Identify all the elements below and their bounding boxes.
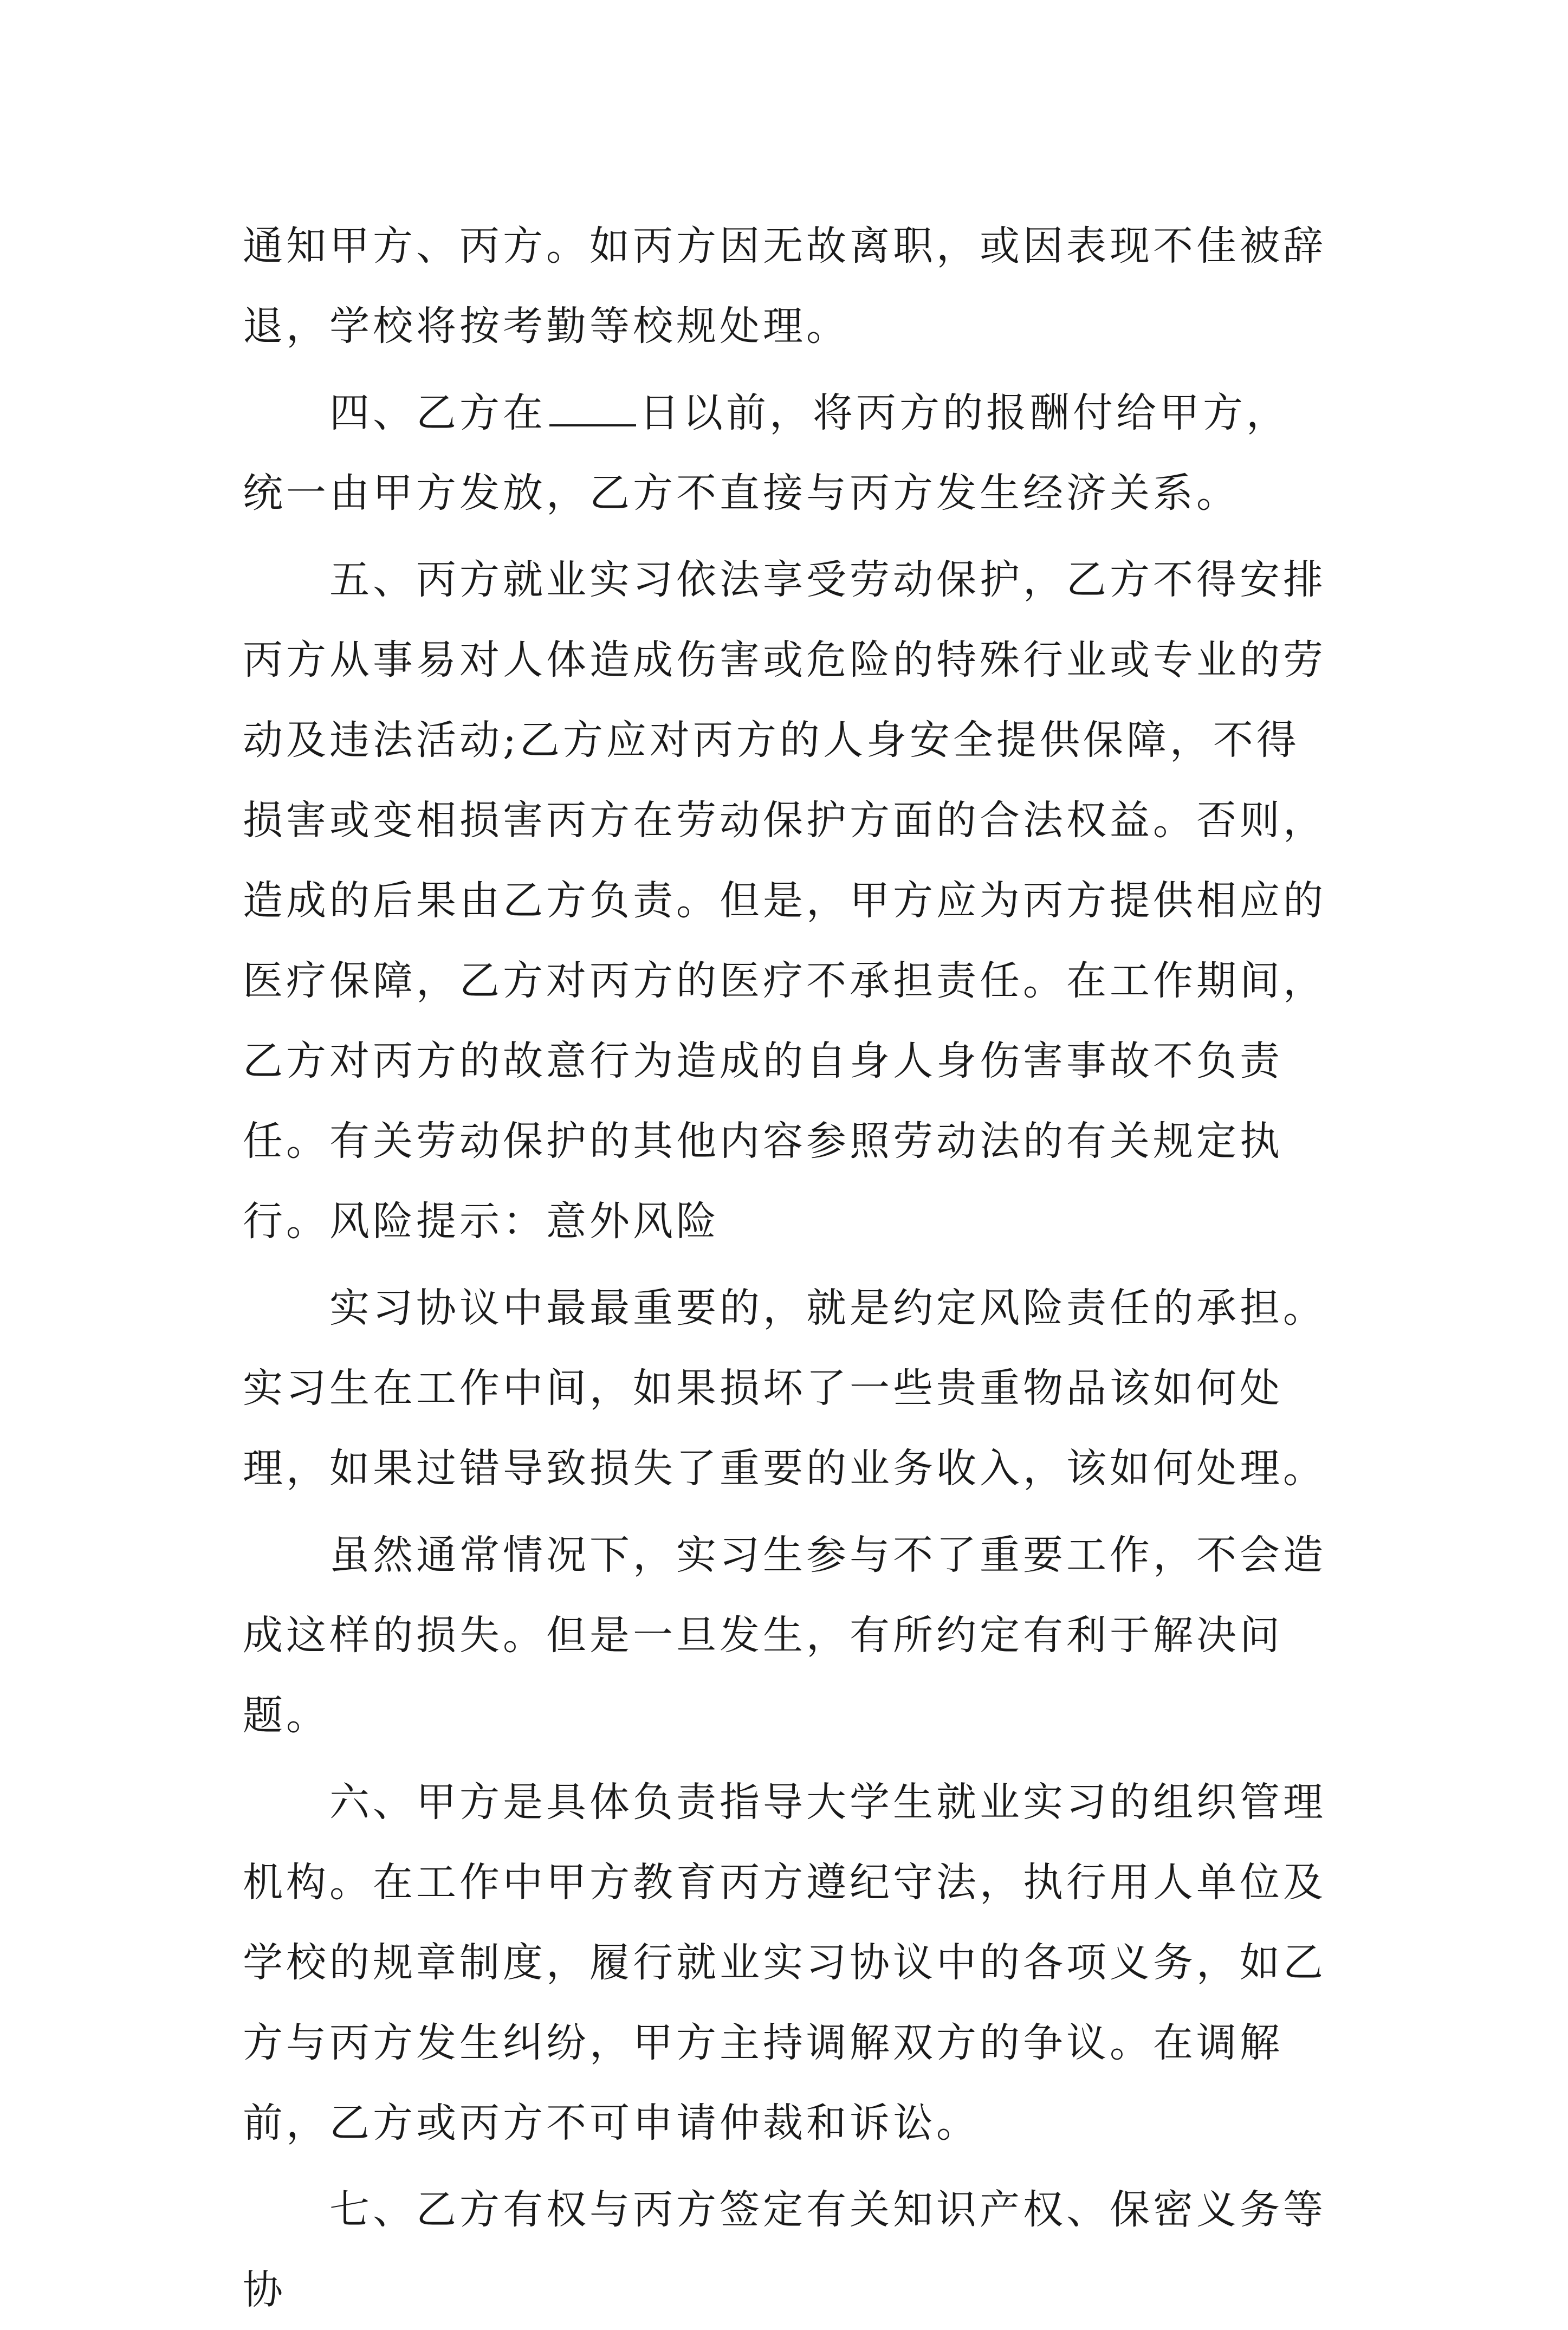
paragraph-clause-seven: 七、乙方有权与丙方签定有关知识产权、保密义务等协: [243, 2186, 1326, 2313]
paragraph-clause-four: [243, 373, 1332, 533]
paragraph-clause-six: 六、甲方是具体负责指导大学生就业实习的组织管理机构。在工作中甲方教育丙方遵纪守法，执行用人单位及学校的规章制度，履行就业实习协议中的各项义务，如乙方与丙方发生纠纷，甲方主持调解双方的争议。在调解前，乙方或丙方不可申请仲裁和诉讼。: [243, 1779, 1326, 2146]
clause-four-rest-text: 日以前，将丙方的报酬付给甲方，统一由甲方发放，乙方不直接与丙方发生经济关系。: [243, 390, 1290, 516]
paragraph-continuation: 通知甲方、丙方。如丙方因无故离职，或因表现不佳被辞退，学校将按考勤等校规处理。: [243, 223, 1326, 350]
clause-four-lead-text: 四、乙方在: [329, 390, 546, 436]
paragraph-risk-note-2: 虽然通常情况下，实习生参与不了重要工作，不会造成这样的损失。但是一旦发生，有所约定有利于解决问题。: [243, 1532, 1326, 1739]
paragraph-risk-note-1: 实习协议中最最重要的，就是约定风险责任的承担。实习生在工作中间，如果损坏了一些贵重物品该如何处理，如果过错导致损失了重要的业务收入，该如何处理。: [243, 1285, 1326, 1492]
paragraph-clause-five: 五、丙方就业实习依法享受劳动保护，乙方不得安排丙方从事易对人体造成伤害或危险的特殊行业或专业的劳动及违法活动;乙方应对丙方的人身安全提供保障，不得损害或变相损害丙方在劳动保护方面的合法权益。否则，造成的后果由乙方负责。但是，甲方应为丙方提供相应的医疗保障，乙方对丙方的医疗不承担责任。在工作期间，乙方对丙方的故意行为造成的自身人身伤害事故不负责任。有关劳动保护的其他内容参照劳动法的有关规定执行。风险提示：意外风险: [243, 556, 1326, 1245]
date-blank-line: [549, 392, 636, 426]
document-body: [243, 206, 1332, 2330]
